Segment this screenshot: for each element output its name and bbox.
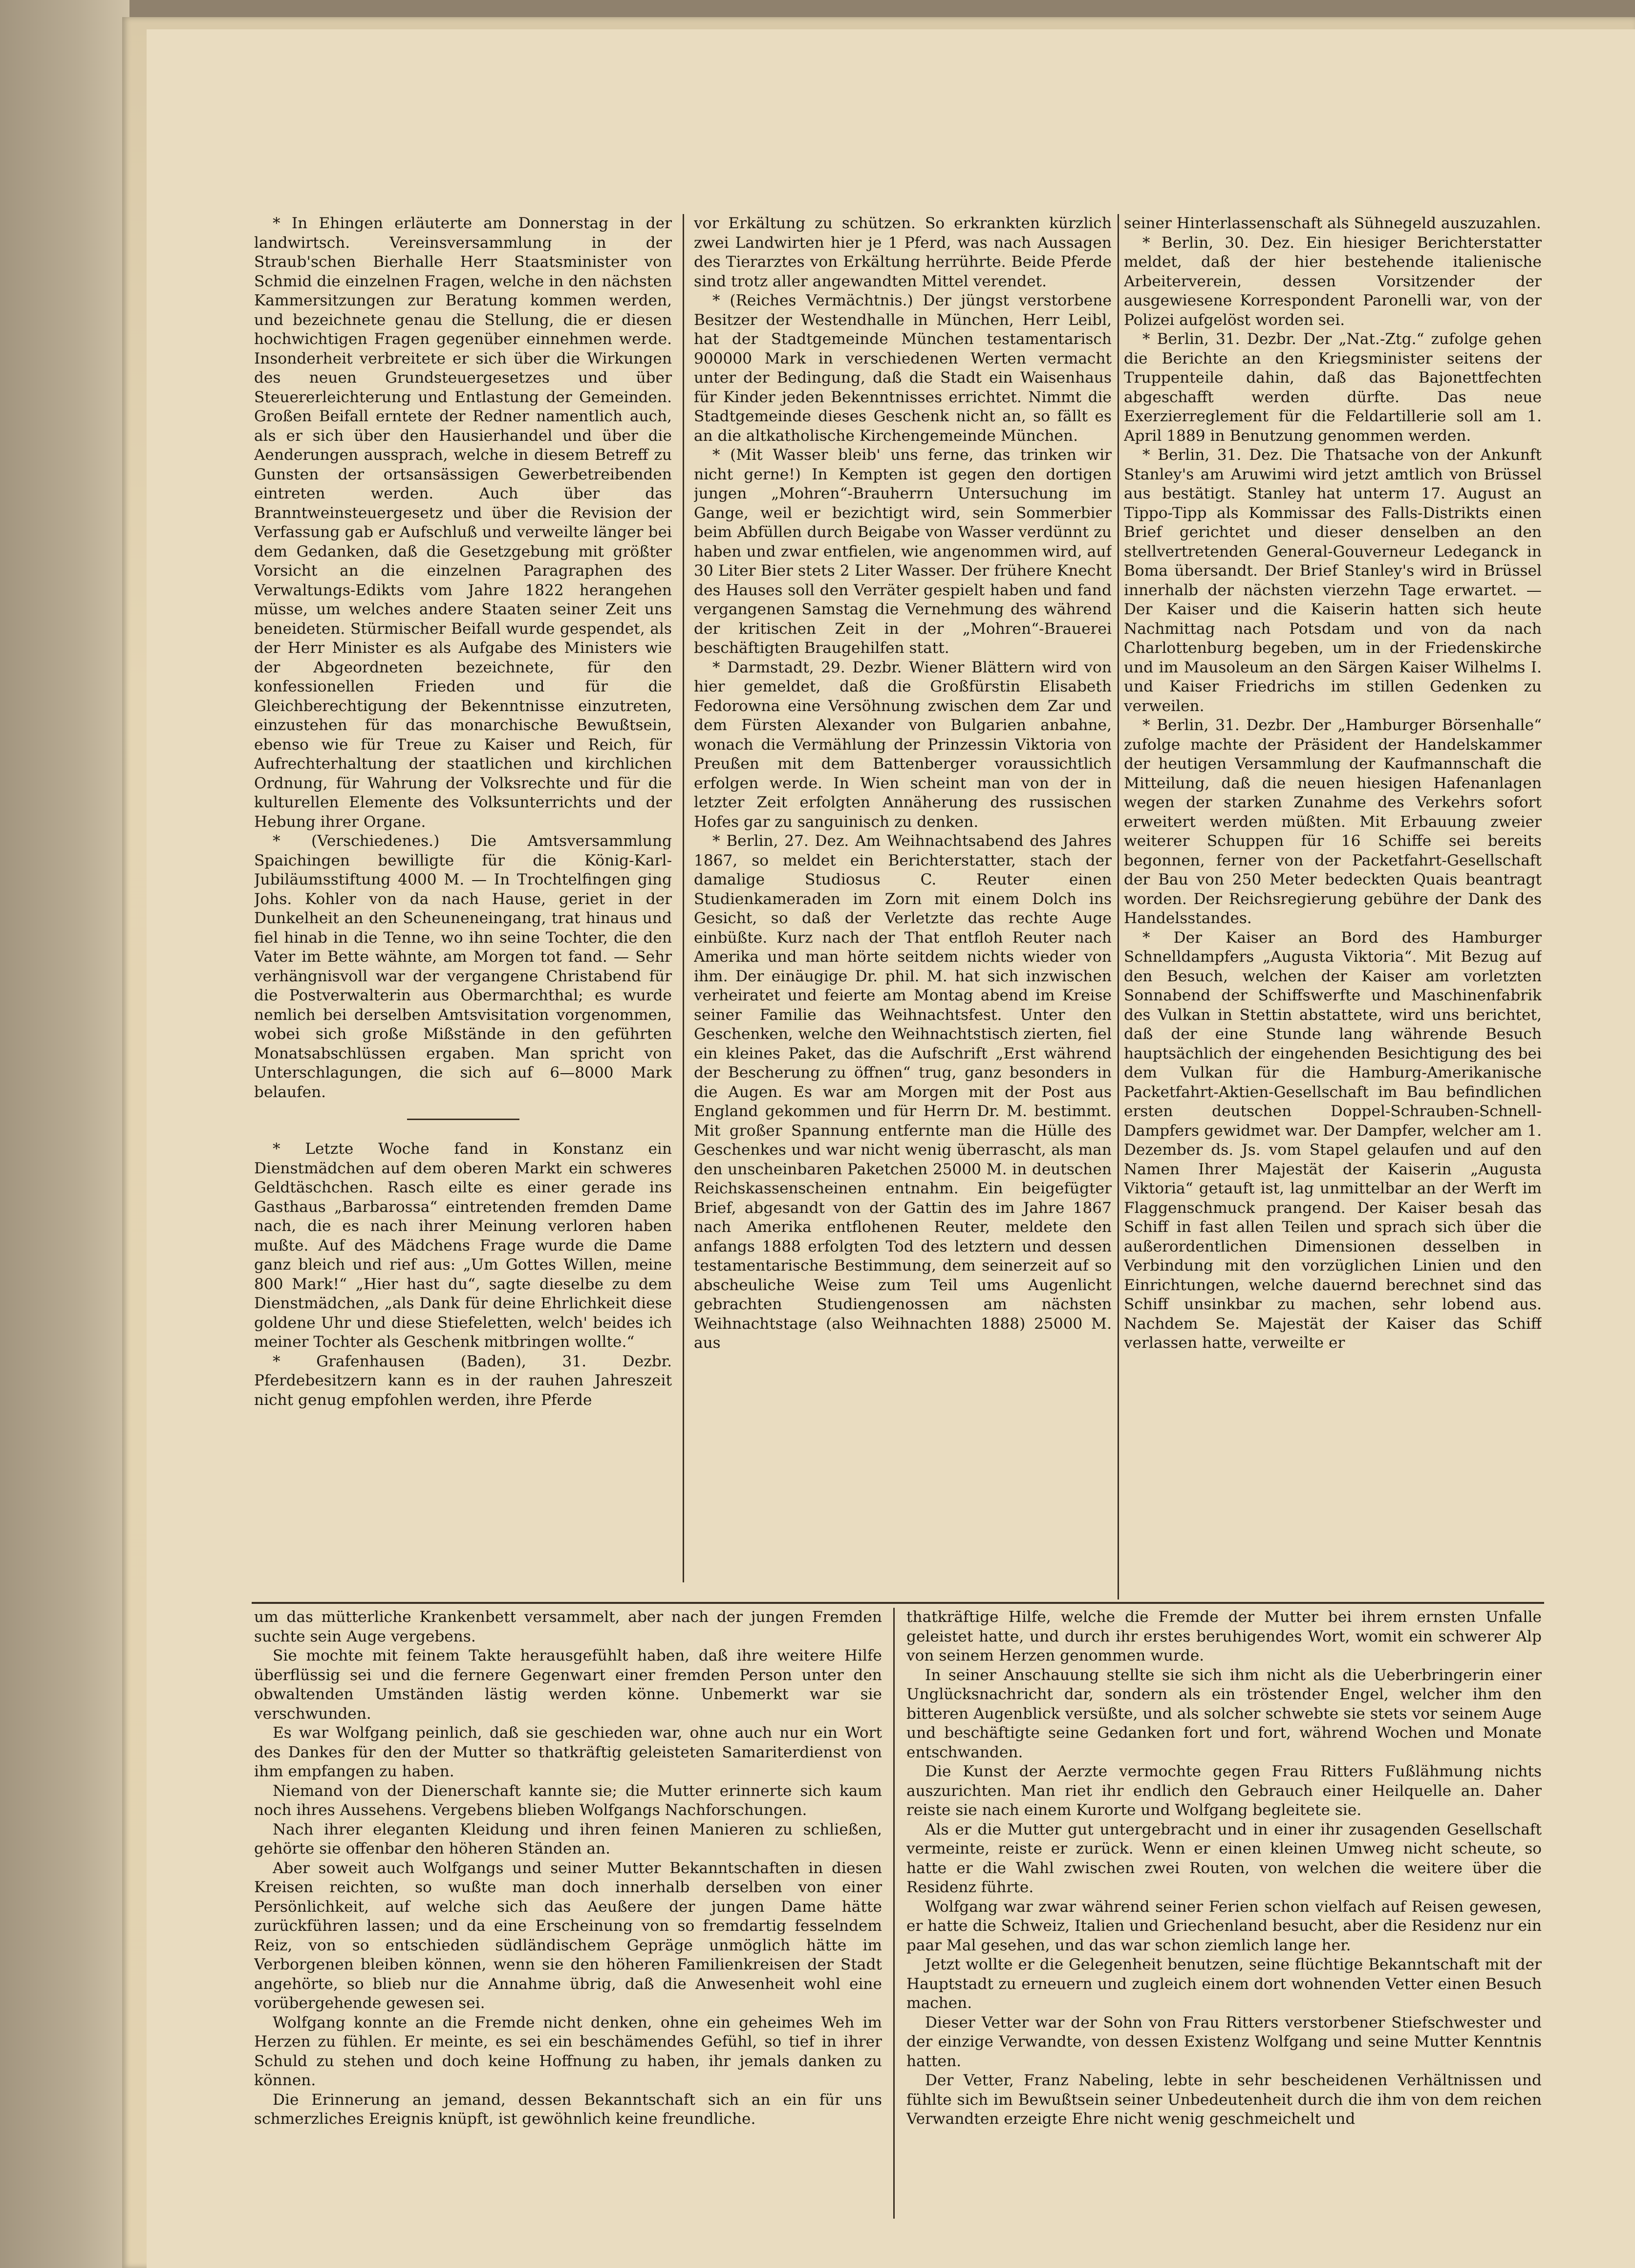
article-konstanz: * Letzte Woche fand in Konstanz ein Dienstmädchen auf dem oberen Markt ein schweres Geldtäschchen. Rasch eilte es einer gerade ins Gasthaus „Barbarossa“ eintretenden fremden Dame nach, die es nach ihrer Meinung verloren haben mußte. Auf des Mädchens Frage wurde die Dame ganz bleich und rief aus: „Um Gottes Willen, meine 800 Mark!“ „Hier hast du“, sagte dieselbe zu dem Dienstmädchen, „als Dank für deine Ehrlichkeit diese goldene Uhr und diese Stiefeletten, welch' beides ich meiner Tochter als Geschenk mitbringen wollte.“ [254,1140,672,1351]
novel-paragraph: thatkräftige Hilfe, welche die Fremde der Mutter bei ihrem ernsten Unfalle geleistet hatte, und durch ihr erstes beruhigendes Wort, womit ein schwerer Alp von seinem Herzen genommen wurde. [906,1608,1542,1664]
article-kempten: * (Mit Wasser bleib' uns ferne, das trinken wir nicht gerne!) In Kempten ist gegen den dortigen jungen „Mohren“-Brauherrn Untersuchung im Gange, weil er bezichtigt wird, sein Sommerbier beim Abfüllen durch Beigabe von Wasser verdünnt zu haben und zwar entfielen, wie angenommen wird, auf 30 Liter Bier stets 2 Liter Wasser. Der frühere Knecht des Hauses soll den Verräter gespielt haben und fand vergangenen Samstag die Vernehmung des während der kritischen Zeit in der „Mohren“-Brauerei beschäftigten Braugehilfen statt. [694,446,1112,657]
article-kaiser-augusta-viktoria: * Der Kaiser an Bord des Hamburger Schnelldampfers „Augusta Viktoria“. Mit Bezug auf den Besuch, welchen der Kaiser am vorletzten Sonnabend der Schiffswerfte und Maschinenfabrik des Vulkan in Stettin abstattete, wird uns berichtet, daß der eine Stunde lang währende Besuch hauptsächlich der eingehenden Besichtigung des bei dem Vulkan für die Hamburg-Amerikanische Packetfahrt-Aktien-Gesellschaft im Bau befindlichen ersten deutschen Doppel-Schrauben-Schnell-Dampfers gewidmet war. Der Dampfer, welcher am 1. Dezember ds. Js. vom Stapel gelaufen und auf den Namen Ihrer Majestät der Kaiserin „Augusta Viktoria“ getauft ist, lag unmittelbar an der Werft im Flaggenschmuck prangend. Der Kaiser besah das Schiff in fast allen Teilen und sprach sich über die außerordentlichen Dimensionen desselben in Verbindung mit den vorzüglichen Linien und den Einrichtungen, welche dauernd berechnet sind das Schiff unsinkbar zu machen, sehr lobend aus. Nachdem Se. Majestät der Kaiser das Schiff verlassen hatte, verweilte er [1124,929,1542,1352]
novel-paragraph: Dieser Vetter war der Sohn von Frau Ritters verstorbener Stiefschwester und der einzige Verwandte, von dessen Existenz Wolfgang und seine Mutter Kenntnis hatten. [906,2013,1542,2070]
article-berlin-31-stanley: * Berlin, 31. Dez. Die Thatsache von der Ankunft Stanley's am Aruwimi wird jetzt amtlich von Brüssel aus bestätigt. Stanley hat unterm 17. August an Tippo-Tipp als Kommissar des Falls-Distrikts einen Brief gerichtet und dieser denselben an den stellvertretenden General-Gouverneur Ledeganck in Boma übersandt. Der Brief Stanley's wird in Brüssel innerhalb der nächsten vierzehn Tage erwartet. — Der Kaiser und die Kaiserin hatten sich heute Nachmittag nach Potsdam und von da nach Charlottenburg begeben, um in der Friedenskirche und im Mausoleum an den Särgen Kaiser Wilhelms I. und Kaiser Friedrichs im stillen Gedenken zu verweilen. [1124,446,1542,715]
novel-paragraph: Die Erinnerung an jemand, dessen Bekanntschaft sich an ein für uns schmerzliches Ereignis knüpft, ist gewöhnlich keine freundliche. [254,2091,882,2128]
news-column-2 [694,214,1112,1597]
article-verschiedenes: * (Verschiedenes.) Die Amtsversammlung Spaichingen bewilligte für die König-Karl-Jubiläumsstiftung 4000 M. — In Trochtelfingen ging Johs. Kohler von da nach Hause, geriet in der Dunkelheit an den Scheuneneingang, trat hinaus und fiel hinab in die Tenne, wo ihn seine Tochter, die den Vater im Bette wähnte, am Morgen tot fand. — Sehr verhängnisvoll war der vergangene Christabend für die Postverwalterin aus Obermarchthal; es wurde nemlich bei derselben Amtsvisitation vorgenommen, wobei sich große Mißstände in den geführten Monatsabschlüssen ergaben. Man spricht von Unterschlagungen, die sich auf 6—8000 Mark belaufen. [254,832,672,1101]
article-berlin-31-boersenhalle: * Berlin, 31. Dezbr. Der „Hamburger Börsenhalle“ zufolge machte der Präsident der Handelskammer der heutigen Versammlung der Kaufmannschaft die Mitteilung, daß die neuen hiesigen Hafenanlagen wegen der starken Zunahme des Verkehrs sofort erweitert werden müßten. Mit Erbauung zweier weiterer Schuppen für 16 Schiffe sei bereits begonnen, ferner von der Packetfahrt-Gesellschaft der Bau von 250 Meter bedeckten Quais beantragt worden. Der Reichsregierung gebühre der Dank des Handelsstandes. [1124,716,1542,927]
article-grafenhausen: * Grafenhausen (Baden), 31. Dezbr. Pferdebesitzern kann es in der rauhen Jahreszeit nicht genug empfohlen werden, ihre Pferde [254,1352,672,1409]
novel-paragraph: Der Vetter, Franz Nabeling, lebte in sehr bescheidenen Verhältnissen und fühlte sich im Bewußtsein seiner Unbedeutenheit durch die ihm von dem reichen Verwandten erzeigte Ehre nicht wenig geschmeichelt und [906,2072,1542,2128]
news-column-1 [254,214,672,1580]
article-berlin-30: * Berlin, 30. Dez. Ein hiesiger Berichterstatter meldet, daß der hier bestehende italienische Arbeiterverein, dessen Vorsitzender der ausgewiesene Korrespondent Paronelli war, von der Polizei aufgelöst worden sei. [1124,234,1542,329]
novel-paragraph: Nach ihrer eleganten Kleidung und ihren feinen Manieren zu schließen, gehörte sie offenbar den höheren Ständen an. [254,1820,882,1858]
novel-paragraph: Es war Wolfgang peinlich, daß sie geschieden war, ohne auch nur ein Wort des Dankes für den der Mutter so thatkräftig geleisteten Samariterdienst von ihm empfangen zu haben. [254,1724,882,1780]
binding-edge [0,0,129,2268]
article-continuation: vor Erkältung zu schützen. So erkrankten kürzlich zwei Landwirten hier je 1 Pferd, was nach Aussagen des Tierarztes von Erkältung herrührte. Beide Pferde sind trotz aller angewandten Mittel verendet. [694,215,1112,290]
column-rule-2 [1118,214,1119,1599]
feuilleton-column-1 [254,1608,882,2216]
feuilleton-column-2 [906,1608,1542,2258]
article-berlin-27: * Berlin, 27. Dez. Am Weihnachtsabend des Jahres 1867, so meldet ein Berichterstatter, stach der damalige Studiosus C. Reuter einen Studienkameraden im Zorn mit einem Dolch ins Gesicht, so daß der Verletzte das rechte Auge einbüßte. Kurz nach der That entfloh Reuter nach Amerika und man hörte seitdem nichts wieder von ihm. Der einäugige Dr. phil. M. hat sich inzwischen verheiratet und feierte am Montag abend im Kreise seiner Familie das Weihnachtsfest. Unter den Geschenken, welche den Weihnachtstisch zierten, fiel ein kleines Paket, das die Aufschrift „Erst während der Bescherung zu öffnen“ trug, ganz besonders in die Augen. Es war am Morgen mit der Post aus England gekommen und für Herrn Dr. M. bestimmt. Mit großer Spannung entfernte man die Hülle des Geschenkes und war nicht wenig überrascht, als man den unscheinbaren Paketchen 25000 M. in deutschen Reichskassenscheinen entnahm. Ein beigefügter Brief, abgesandt von der Gattin des im Jahre 1867 nach Amerika entflohenen Reuter, meldete den anfangs 1888 erfolgten Tod des letztern und dessen testamentarische Bestimmung, dem seinerzeit auf so abscheuliche Weise zum Teil ums Augenlicht gebrachten Studiengenossen am nächsten Weihnachtstage (also Weihnachten 1888) 25000 M. aus [694,832,1112,1352]
article-berlin-31-natztg: * Berlin, 31. Dezbr. Der „Nat.-Ztg.“ zufolge gehen die Berichte an den Kriegsminister seitens der Truppenteile dahin, daß das Bajonettfechten abgeschafft werden dürfte. Das neue Exerzierreglement für die Feldartillerie soll am 1. April 1889 in Benutzung genommen werden. [1124,330,1542,445]
novel-paragraph: Sie mochte mit feinem Takte herausgefühlt haben, daß ihre weitere Hilfe überflüssig sei und die fernere Gegenwart einer fremden Person unter den obwaltenden Umständen lästig werden könne. Unbemerkt war sie verschwunden. [254,1647,882,1723]
article-vermaechtnis: * (Reiches Vermächtnis.) Der jüngst verstorbene Besitzer der Westendhalle in München, Herr Leibl, hat der Stadtgemeinde München testamentarisch 900000 Mark in verschiedenen Werten vermacht unter der Bedingung, daß die Stadt ein Waisenhaus für Kinder jeden Bekenntnisses errichtet. Nimmt die Stadtgemeinde dieses Geschenk nicht an, so fällt es an die altkatholische Kirchengemeinde München. [694,292,1112,445]
news-column-3 [1124,214,1542,1599]
article-separator [407,1119,519,1120]
novel-paragraph: Niemand von der Dienerschaft kannte sie; die Mutter erinnerte sich kaum noch ihres Aussehens. Vergebens blieben Wolfgangs Nachforschungen. [254,1782,882,1819]
novel-paragraph: Aber soweit auch Wolfgangs und seiner Mutter Bekanntschaften in diesen Kreisen reichten, so wußte man doch innerhalb derselben von einer Persönlichkeit, auf welche sich das Aeußere der jungen Dame hätte zurückführen lassen; und da eine Erscheinung von so fremdartig fesselndem Reiz, von so entschieden südländischem Gepräge unmöglich hätte im Verborgenen bleiben können, wenn sie den höheren Familienkreisen der Stadt angehörte, so blieb nur die Annahme übrig, daß die Anwesenheit wohl eine vorübergehende gewesen sei. [254,1859,882,2012]
novel-paragraph: Die Kunst der Aerzte vermochte gegen Frau Ritters Fußlähmung nichts auszurichten. Man riet ihr endlich den Gebrauch einer Heilquelle an. Daher reiste sie nach einem Kurorte und Wolfgang begleitete sie. [906,1763,1542,1819]
article-continuation: seiner Hinterlassenschaft als Sühnegeld auszuzahlen. [1124,215,1541,232]
novel-paragraph: Jetzt wollte er die Gelegenheit benutzen, seine flüchtige Bekanntschaft mit der Hauptstadt zu erneuern und zugleich einem dort wohnenden Vetter einen Besuch machen. [906,1956,1542,2012]
column-rule-1 [683,214,684,1582]
article-ehingen: * In Ehingen erläuterte am Donnerstag in der landwirtsch. Vereinsversammlung in der Straub'schen Bierhalle Herr Staatsminister von Schmid die einzelnen Fragen, welche in den nächsten Kammersitzungen zur Beratung kommen werden, und bezeichnete genau die Stellung, die er diesen hochwichtigen Fragen gegenüber einnehmen werde. Insonderheit verbreitete er sich über die Wirkungen des neuen Grundsteuergesetzes und über Steuererleichterung und Entlastung der Gemeinden. Großen Beifall erntete der Redner namentlich auch, als er sich über den Hausierhandel und über die Aenderungen aussprach, welche in diesem Betreff zu Gunsten der ortsansässigen Gewerbetreibenden eintreten werden. Auch über das Branntweinsteuergesetz und über die Revision der Verfassung gab er Aufschluß und verweilte länger bei dem Gedanken, daß die Gesetzgebung mit größter Vorsicht an die einzelnen Paragraphen des Verwaltungs-Edikts vom Jahre 1822 herangehen müsse, um welches andere Staaten seiner Zeit uns beneideten. Stürmischer Beifall wurde gespendet, als der Herr Minister es als Aufgabe des Ministers wie der Abgeordneten bezeichnete, für den konfessionellen Frieden und für die Gleichberechtigung der Bekenntnisse einzutreten, einzustehen für das monarchische Bewußtsein, ebenso wie für Treue zu Kaiser und Reich, für Aufrechterhaltung der staatlichen und kirchlichen Ordnung, für Wahrung der Volksrechte und für die kulturellen Elemente des Volksunterrichts und der Hebung ihrer Organe. [254,215,672,831]
novel-paragraph: Als er die Mutter gut untergebracht und in einer ihr zusagenden Gesellschaft vermeinte, reiste er zurück. Wenn er einen kleinen Umweg nicht scheute, so hatte er die Wahl zwischen zwei Routen, von welchen die weitere über die Residenz führte. [906,1820,1542,1896]
feuilleton-column-rule [893,1608,895,2219]
novel-paragraph: um das mütterliche Krankenbett versammelt, aber nach der jungen Fremden suchte sein Auge vergebens. [254,1608,882,1645]
novel-paragraph: Wolfgang konnte an die Fremde nicht denken, ohne ein geheimes Weh im Herzen zu fühlen. Er meinte, es sei ein beschämendes Gefühl, so tief in ihrer Schuld zu stehen und doch keine Hoffnung zu haben, ihr jemals danken zu können. [254,2013,882,2089]
feuilleton-rule [252,1602,1544,1604]
novel-paragraph: In seiner Anschauung stellte sie sich ihm nicht als die Ueberbringerin einer Unglücksnachricht dar, sondern als ein tröstender Engel, welcher ihm den bitteren Augenblick versüßte, und als solcher schwebte sie stets vor seinem Auge und beschäftigte seine Gedanken fort und fort, während Wochen und Monate entschwanden. [906,1666,1542,1761]
novel-paragraph: Wolfgang war zwar während seiner Ferien schon vielfach auf Reisen gewesen, er hatte die Schweiz, Italien und Griechenland besucht, aber die Residenz nur ein paar Mal gesehen, und das war schon ziemlich lange her. [906,1898,1542,1954]
article-darmstadt: * Darmstadt, 29. Dezbr. Wiener Blättern wird von hier gemeldet, daß die Großfürstin Elisabeth Fedorowna eine Versöhnung zwischen dem Zar und dem Fürsten Alexander von Bulgarien anbahne, wonach die Vermählung der Prinzessin Viktoria von Preußen mit dem Battenberger voraussichtlich erfolgen werde. In Wien scheint man von der in letzter Zeit erfolgten Annäherung des russischen Hofes gar zu sanguinisch zu denken. [694,658,1112,831]
